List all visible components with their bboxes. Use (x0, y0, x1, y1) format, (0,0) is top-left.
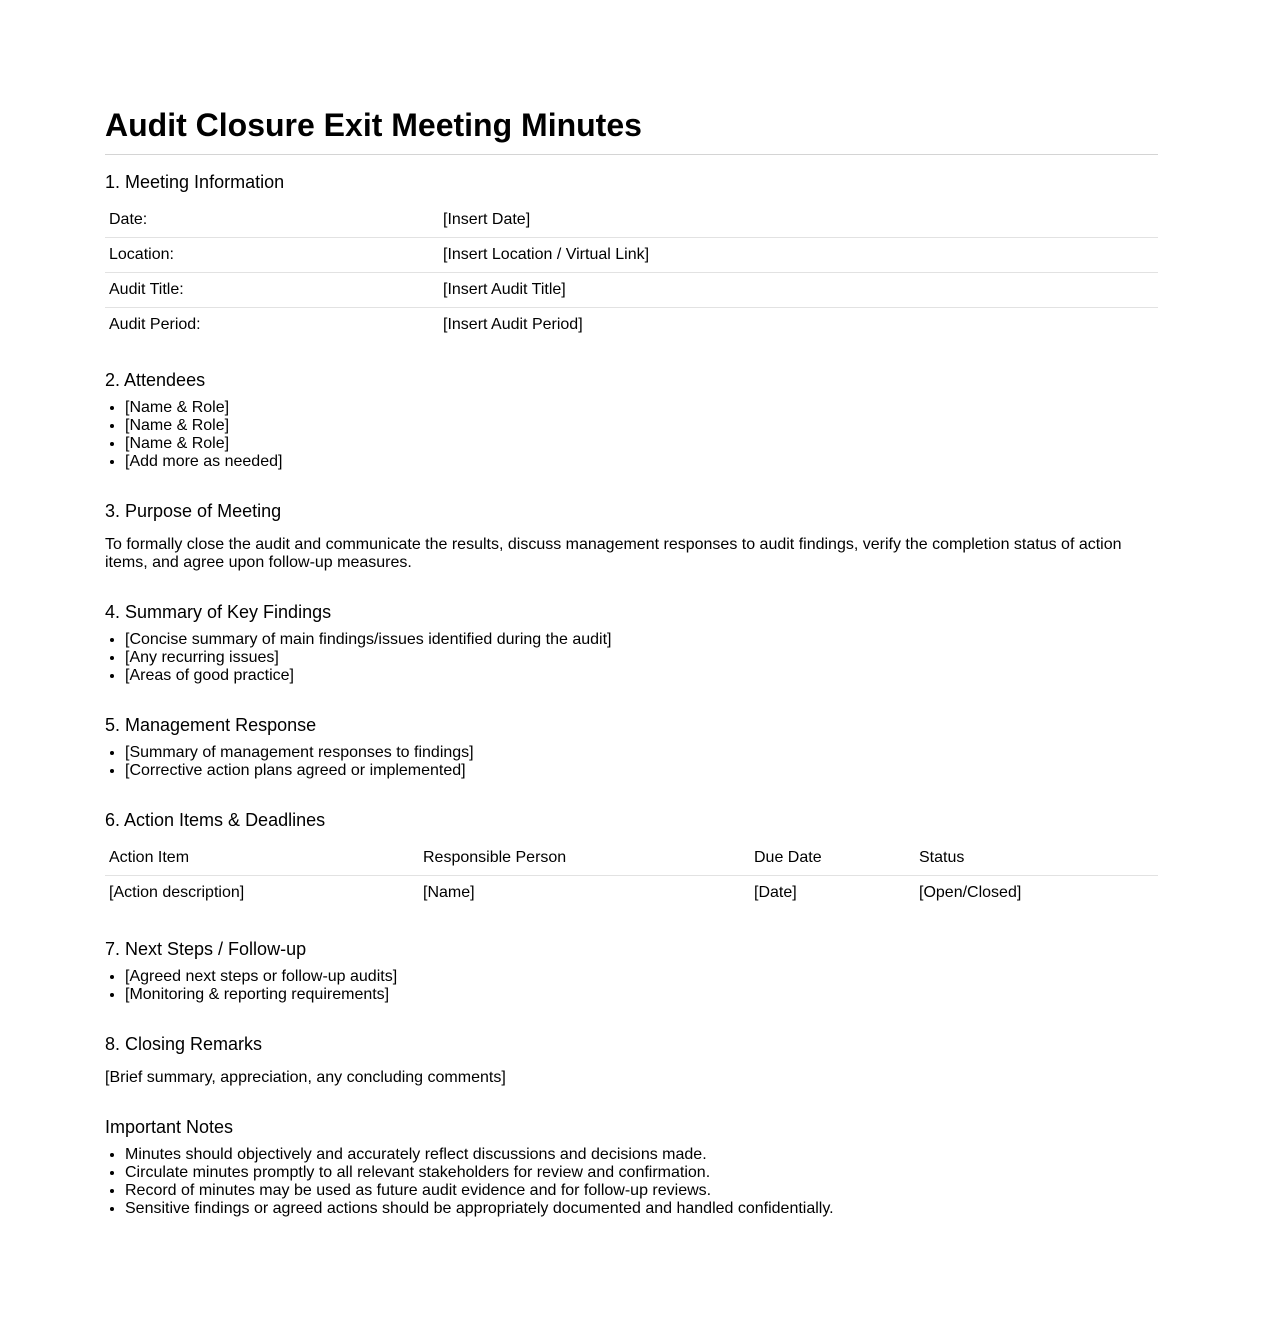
section-purpose (105, 500, 1158, 572)
field-label: Audit Period: (105, 308, 439, 343)
list-item: • Sensitive findings or agreed actions should be appropriately documented and handled confidentially. (125, 1200, 1158, 1218)
table-cell: [Open/Closed] (915, 876, 1158, 911)
list-item: • [Any recurring issues] (125, 649, 1158, 667)
section-heading: 8. Closing Remarks (105, 1034, 263, 1054)
table-cell: [Name] (419, 876, 750, 911)
table-header-row (105, 841, 1158, 876)
section-heading: 5. Management Response (105, 715, 317, 735)
field-value: [Insert Audit Title] (439, 273, 1158, 308)
table-row (105, 308, 1158, 343)
list-item: • Minutes should objectively and accurately reflect discussions and decisions made. (125, 1146, 1158, 1164)
field-label: Location: (105, 238, 439, 273)
list-item: • [Summary of management responses to findings] (125, 744, 1158, 762)
section-management-response (105, 714, 1158, 780)
list-item: • [Agreed next steps or follow-up audits] (125, 968, 1158, 986)
list-item: • [Corrective action plans agreed or implemented] (125, 762, 1158, 780)
table-row (105, 203, 1158, 238)
management-response-list (105, 744, 1158, 780)
section-heading: 3. Purpose of Meeting (105, 501, 282, 521)
field-value: [Insert Date] (443, 211, 531, 228)
section-heading: Important Notes (105, 1117, 234, 1137)
field-value: [Insert Location / Virtual Link] (439, 238, 1158, 273)
section-next-steps (105, 938, 1158, 1004)
list-item: • Record of minutes may be used as future audit evidence and for follow-up reviews. (125, 1182, 1158, 1200)
next-steps-list (105, 968, 1158, 1004)
table-cell: [Date] (750, 876, 915, 911)
column-header-status: Status (919, 849, 965, 866)
column-header-action-item: Action Item (109, 849, 190, 866)
section-heading: 1. Meeting Information (105, 172, 285, 192)
section-meeting-information (105, 171, 1158, 342)
field-value: [Insert Audit Period] (439, 308, 1158, 343)
section-action-items (105, 809, 1158, 910)
purpose-text: To formally close the audit and communicate the results, discuss management responses to audit findings, verify the completion status of action items, and agree upon follow-up measures. (105, 536, 1122, 571)
list-item: • Circulate minutes promptly to all relevant stakeholders for review and confirmation. (125, 1164, 1158, 1182)
section-heading: 7. Next Steps / Follow-up (105, 939, 307, 959)
table-row (105, 238, 1158, 273)
list-item: • [Monitoring & reporting requirements] (125, 986, 1158, 1004)
section-attendees (105, 369, 1158, 471)
action-items-table (105, 841, 1158, 910)
page-title: Audit Closure Exit Meeting Minutes (105, 105, 1158, 155)
list-item: • [Name & Role] (125, 399, 1158, 417)
notes-list (105, 1146, 1158, 1218)
list-item: • [Name & Role] (125, 417, 1158, 435)
closing-text: [Brief summary, appreciation, any concluding comments] (105, 1069, 506, 1086)
section-heading: 4. Summary of Key Findings (105, 602, 332, 622)
section-heading: 2. Attendees (105, 370, 206, 390)
column-header-due-date: Due Date (754, 849, 822, 866)
section-closing-remarks (105, 1033, 1158, 1087)
table-cell: [Action description] (105, 876, 419, 911)
list-item: • [Name & Role] (125, 435, 1158, 453)
field-label: Date: (109, 211, 148, 228)
section-important-notes (105, 1116, 1158, 1218)
list-item: • [Concise summary of main findings/issues identified during the audit] (125, 631, 1158, 649)
findings-list (105, 631, 1158, 685)
attendees-list (105, 399, 1158, 471)
field-label: Audit Title: (105, 273, 439, 308)
list-item: • [Areas of good practice] (125, 667, 1158, 685)
column-header-responsible-person: Responsible Person (423, 849, 567, 866)
table-row (105, 876, 1158, 911)
list-item: • [Add more as needed] (125, 453, 1158, 471)
meeting-info-table (105, 203, 1158, 342)
section-key-findings (105, 601, 1158, 685)
table-row (105, 273, 1158, 308)
section-heading: 6. Action Items & Deadlines (105, 810, 326, 830)
